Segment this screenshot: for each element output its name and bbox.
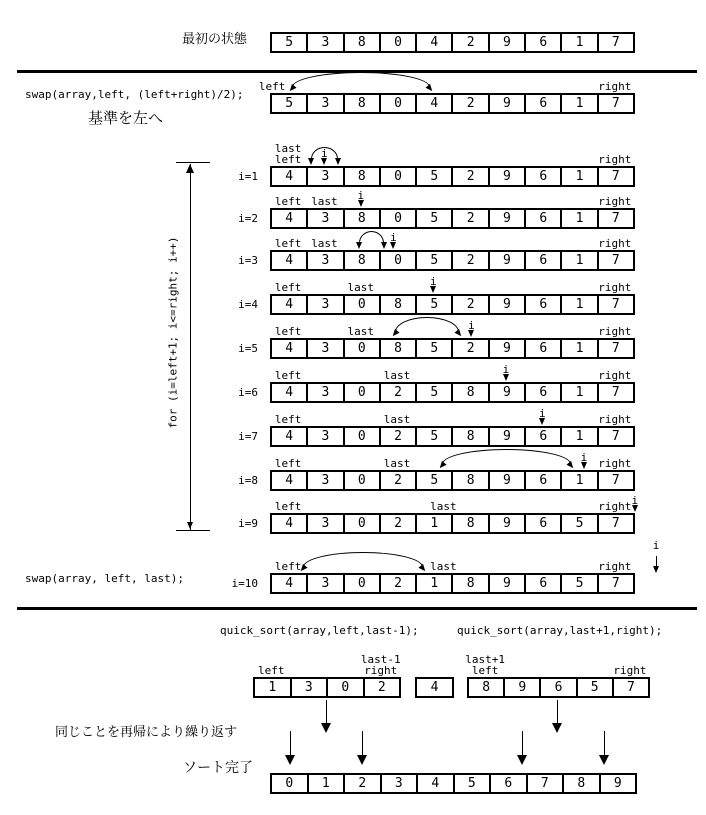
arc-arrowhead-icon — [425, 84, 434, 93]
array-cell: 3 — [306, 472, 342, 489]
array-cell: 7 — [597, 472, 633, 489]
pointer-label-last: last — [311, 195, 338, 208]
flow-arrow-stem — [290, 731, 291, 757]
i-pointer-label: i — [430, 275, 437, 288]
array-cell: 3 — [306, 340, 342, 357]
pointer-label-left: left — [274, 195, 302, 208]
array-cell: 5 — [415, 168, 451, 185]
array-row — [270, 426, 635, 447]
array-cell: 1 — [415, 575, 451, 592]
i-out-label: i — [652, 539, 660, 552]
flow-arrow-head-icon — [517, 755, 527, 765]
i-pointer-arrowhead-icon — [430, 286, 436, 293]
quicksort-left-code: quick_sort(array,left,last-1); — [220, 624, 419, 637]
array-cell: 1 — [560, 340, 596, 357]
array-cell: 1 — [560, 296, 596, 313]
array-row — [467, 677, 650, 698]
array-cell: 6 — [524, 34, 560, 51]
pointer-label-left: left — [274, 457, 302, 470]
pointer-label-right: right — [598, 195, 632, 208]
array-row — [270, 294, 635, 315]
array-cell: 4 — [285, 473, 294, 488]
forloop-top-bar — [176, 162, 210, 163]
flow-arrow-head-icon — [321, 723, 331, 733]
array-cell: 8 — [343, 34, 379, 51]
pointer-label-last: last — [430, 500, 457, 513]
array-cell: 1 — [560, 472, 596, 489]
iteration-tag: i=7 — [238, 430, 258, 443]
array-cell: 7 — [597, 428, 633, 445]
pointer-label-left: left — [274, 369, 302, 382]
array-cell: 3 — [290, 679, 327, 696]
array-cell: 0 — [343, 472, 379, 489]
array-cell: 4 — [285, 169, 294, 184]
i-pointer-label: i — [357, 189, 365, 202]
array-cell: 2 — [379, 384, 415, 401]
array-cell: 7 — [597, 340, 633, 357]
array-cell: 8 — [343, 95, 379, 112]
array-cell: 1 — [560, 168, 596, 185]
array-cell: 0 — [379, 210, 415, 227]
array-cell: 6 — [524, 515, 560, 532]
array-cell: 5 — [285, 35, 294, 50]
iteration-tag: i=5 — [238, 342, 258, 355]
array-cell: 7 — [597, 296, 633, 313]
pointer-label-right: right — [598, 413, 632, 426]
array-cell: 2 — [379, 575, 415, 592]
array-cell: 8 — [451, 428, 487, 445]
array-cell: 0 — [343, 575, 379, 592]
array-cell: 5 — [415, 210, 451, 227]
final-swap-code: swap(array, left, last); — [25, 572, 184, 585]
array-cell: 1 — [560, 34, 596, 51]
array-row — [270, 573, 635, 594]
array-cell: 0 — [379, 168, 415, 185]
array-cell: 3 — [306, 296, 342, 313]
pointer-label-left: left — [274, 237, 302, 250]
iteration-tag: i=1 — [238, 170, 258, 183]
array-cell: 9 — [488, 296, 524, 313]
array-row — [270, 32, 635, 53]
array-cell: 1 — [415, 515, 451, 532]
array-cell: 9 — [488, 575, 524, 592]
array-cell: 2 — [451, 296, 487, 313]
pointer-label-left: left — [258, 664, 285, 677]
array-cell: 9 — [488, 168, 524, 185]
i-pointer-label: i — [468, 319, 475, 332]
i-pointer-arrowhead-icon — [581, 462, 587, 469]
array-cell: 3 — [306, 168, 342, 185]
array-cell: 1 — [560, 210, 596, 227]
array-cell: 0 — [379, 95, 415, 112]
array-cell: 6 — [524, 472, 560, 489]
flow-arrow-stem — [362, 731, 363, 757]
array-cell: 5 — [415, 428, 451, 445]
array-cell: 8 — [379, 340, 415, 357]
array-cell: 6 — [524, 384, 560, 401]
array-cell: 2 — [451, 95, 487, 112]
pointer-label-last: last — [383, 369, 411, 382]
array-cell: 2 — [451, 168, 487, 185]
array-cell: 2 — [451, 252, 487, 269]
swap-arc — [292, 72, 430, 87]
array-cell: 0 — [379, 34, 415, 51]
array-cell: 6 — [524, 296, 560, 313]
pointer-label-last: last — [383, 413, 411, 426]
array-cell: 9 — [488, 252, 524, 269]
array-cell: 4 — [285, 576, 294, 591]
pointer-label-right: right — [613, 664, 647, 677]
array-cell: 9 — [488, 34, 524, 51]
array-cell: 8 — [343, 210, 379, 227]
array-cell: 6 — [524, 95, 560, 112]
array-row — [270, 470, 635, 491]
initial-state-caption: 最初の状態 — [181, 32, 247, 47]
array-cell: 4 — [416, 775, 453, 792]
flow-arrow-head-icon — [357, 755, 367, 765]
iteration-tag: i=8 — [238, 474, 258, 487]
forloop-label: for (i=left+1; i<=right; i++) — [166, 236, 180, 429]
quicksort-right-code: quick_sort(array,last+1,right); — [457, 624, 663, 637]
array-cell: 7 — [597, 252, 633, 269]
array-cell: 2 — [451, 340, 487, 357]
array-cell: 6 — [524, 168, 560, 185]
array-cell: 2 — [379, 515, 415, 532]
array-cell: 4 — [415, 34, 451, 51]
pointer-label-right: right — [598, 560, 632, 573]
array-cell: 1 — [560, 95, 596, 112]
array-row — [270, 513, 635, 534]
array-row — [270, 382, 635, 403]
pointer-label-last1: last-1 — [360, 653, 401, 666]
array-cell: 4 — [285, 429, 294, 444]
i-pointer-label: i — [502, 363, 510, 376]
array-cell: 5 — [560, 515, 596, 532]
iteration-tag: i=9 — [238, 517, 258, 530]
array-cell: 5 — [415, 340, 451, 357]
array-cell: 1 — [560, 252, 596, 269]
pointer-label-last: last — [347, 281, 374, 294]
array-row — [270, 208, 635, 229]
array-cell: 9 — [488, 340, 524, 357]
iteration-tag: i=3 — [238, 254, 258, 267]
forloop-bottom-bar — [176, 530, 210, 531]
array-cell: 3 — [306, 252, 342, 269]
array-row — [270, 338, 635, 359]
array-cell: 5 — [576, 679, 612, 696]
array-cell: 8 — [379, 296, 415, 313]
array-cell: 0 — [285, 776, 294, 791]
array-cell: 0 — [343, 384, 379, 401]
array-cell: 0 — [343, 515, 379, 532]
i-pointer-arrowhead-icon — [358, 200, 364, 207]
pointer-label-right: right — [598, 281, 632, 294]
array-cell: 8 — [482, 680, 491, 695]
i-pointer-arrowhead-icon — [468, 330, 474, 337]
array-cell: 1 — [268, 680, 277, 695]
i-pointer-label: i — [631, 494, 639, 507]
array-cell: 4 — [285, 253, 294, 268]
pivot-swap-code: swap(array,left, (left+right)/2); — [25, 88, 244, 101]
forloop-arrowhead-down-icon — [187, 522, 193, 529]
array-cell: 4 — [285, 297, 294, 312]
flow-arrow-head-icon — [599, 755, 609, 765]
array-cell: 0 — [343, 340, 379, 357]
swap-arc — [303, 552, 424, 567]
pointer-label-left: left — [274, 500, 302, 513]
separator-bottom — [17, 607, 697, 610]
flow-arrow-stem — [522, 731, 523, 757]
array-cell: 4 — [285, 385, 294, 400]
array-row — [253, 677, 401, 698]
pointer-label-left: left — [471, 664, 499, 677]
array-cell: 2 — [451, 34, 487, 51]
pointer-label-last: last — [274, 142, 302, 155]
array-cell: 6 — [524, 340, 560, 357]
pointer-label-last: last — [430, 560, 457, 573]
array-cell: 6 — [524, 575, 560, 592]
pointer-label-left: left — [274, 281, 302, 294]
array-cell: 5 — [453, 775, 490, 792]
array-cell: 3 — [306, 575, 342, 592]
array-cell: 3 — [306, 384, 342, 401]
recursion-caption: 同じことを再帰により繰り返す — [55, 725, 238, 740]
array-cell: 7 — [597, 168, 633, 185]
array-row — [270, 166, 635, 187]
array-cell: 6 — [524, 252, 560, 269]
pointer-label-last: last — [347, 325, 374, 338]
array-cell: 3 — [306, 515, 342, 532]
pointer-label-right: right — [598, 153, 632, 166]
pointer-label-last1: last+1 — [465, 653, 505, 666]
i-pointer-label: i — [538, 407, 546, 420]
flow-arrow-stem — [557, 700, 558, 725]
array-cell: 2 — [379, 472, 415, 489]
array-cell: 5 — [415, 252, 451, 269]
array-cell: 7 — [597, 515, 633, 532]
pointer-label-right: right — [598, 237, 632, 250]
array-cell: 5 — [415, 472, 451, 489]
array-cell: 6 — [489, 775, 526, 792]
i-pointer-arrowhead-icon — [321, 158, 327, 165]
array-cell: 0 — [343, 428, 379, 445]
array-cell: 5 — [285, 96, 294, 111]
array-cell: 8 — [343, 252, 379, 269]
array-cell: 8 — [451, 384, 487, 401]
array-cell: 7 — [597, 95, 633, 112]
pointer-label-left: left — [274, 325, 302, 338]
i-pointer-label: i — [390, 231, 397, 244]
i-pointer-arrowhead-icon — [503, 374, 509, 381]
array-cell: 9 — [488, 384, 524, 401]
array-cell: 9 — [488, 210, 524, 227]
array-cell: 6 — [524, 428, 560, 445]
array-cell: 7 — [597, 384, 633, 401]
iteration-tag: i=10 — [231, 577, 258, 590]
i-pointer-label: i — [580, 451, 588, 464]
array-cell: 6 — [539, 679, 575, 696]
flow-arrow-head-icon — [285, 755, 295, 765]
array-cell: 9 — [488, 428, 524, 445]
array-cell: 3 — [306, 95, 342, 112]
pointer-label-left: left — [274, 413, 302, 426]
array-cell: 7 — [526, 775, 563, 792]
pointer-label-right: right — [598, 369, 632, 382]
array-cell: 3 — [306, 428, 342, 445]
array-cell: 9 — [488, 95, 524, 112]
array-cell: 4 — [285, 211, 294, 226]
array-cell: 9 — [488, 472, 524, 489]
array-cell: 0 — [343, 296, 379, 313]
array-cell: 9 — [599, 775, 636, 792]
array-cell: 2 — [451, 210, 487, 227]
array-cell: 5 — [560, 575, 596, 592]
pointer-label-right: right — [598, 457, 632, 470]
i-pointer-label: i — [321, 147, 328, 160]
array-cell: 2 — [379, 428, 415, 445]
array-cell: 4 — [430, 680, 439, 695]
flow-arrow-head-icon — [552, 723, 562, 733]
flow-arrow-stem — [604, 731, 605, 757]
array-cell: 8 — [451, 515, 487, 532]
array-cell: 1 — [307, 775, 344, 792]
array-cell: 5 — [415, 384, 451, 401]
array-row — [415, 677, 454, 698]
pivot-caption: 基準を左へ — [88, 109, 164, 127]
array-row — [270, 93, 635, 114]
array-cell: 9 — [503, 679, 539, 696]
array-cell: 1 — [560, 428, 596, 445]
iteration-tag: i=4 — [238, 298, 258, 311]
flow-arrow-head-icon — [653, 566, 659, 573]
array-cell: 1 — [560, 384, 596, 401]
pointer-label-last: last — [311, 237, 338, 250]
array-cell: 5 — [415, 296, 451, 313]
i-pointer-arrowhead-icon — [539, 418, 545, 425]
array-cell: 2 — [343, 775, 380, 792]
pointer-label-left: left — [258, 80, 286, 93]
array-cell: 4 — [415, 95, 451, 112]
array-cell: 8 — [451, 472, 487, 489]
array-cell: 8 — [562, 775, 599, 792]
array-cell: 3 — [380, 775, 417, 792]
array-cell: 4 — [285, 341, 294, 356]
iteration-tag: i=6 — [238, 386, 258, 399]
array-cell: 0 — [326, 679, 363, 696]
pointer-label-right: right — [364, 664, 398, 677]
iteration-tag: i=2 — [238, 212, 258, 225]
pointer-label-left: left — [274, 560, 302, 573]
array-cell: 7 — [612, 679, 648, 696]
forloop-arrowhead-up-icon — [186, 164, 194, 173]
forloop-arrow-line — [190, 164, 191, 530]
pointer-label-left: left — [274, 153, 302, 166]
pointer-label-right: right — [598, 80, 632, 93]
pointer-label-right: right — [598, 325, 632, 338]
pointer-label-last: last — [383, 457, 411, 470]
array-cell: 8 — [343, 168, 379, 185]
flow-arrow-stem — [326, 700, 327, 725]
array-cell: 7 — [597, 210, 633, 227]
array-cell: 9 — [488, 515, 524, 532]
array-cell: 8 — [451, 575, 487, 592]
array-cell: 3 — [306, 34, 342, 51]
array-cell: 3 — [306, 210, 342, 227]
pointer-label-right: right — [598, 500, 632, 513]
array-cell: 4 — [285, 516, 294, 531]
array-cell: 7 — [597, 34, 633, 51]
sort-complete-caption: ソート完了 — [183, 760, 253, 776]
i-pointer-arrowhead-icon — [390, 242, 396, 249]
array-row — [270, 773, 637, 794]
i-pointer-arrowhead-icon — [632, 505, 638, 512]
array-cell: 7 — [597, 575, 633, 592]
array-cell: 0 — [379, 252, 415, 269]
array-row — [270, 250, 635, 271]
array-cell: 2 — [363, 679, 400, 696]
array-cell: 6 — [524, 210, 560, 227]
